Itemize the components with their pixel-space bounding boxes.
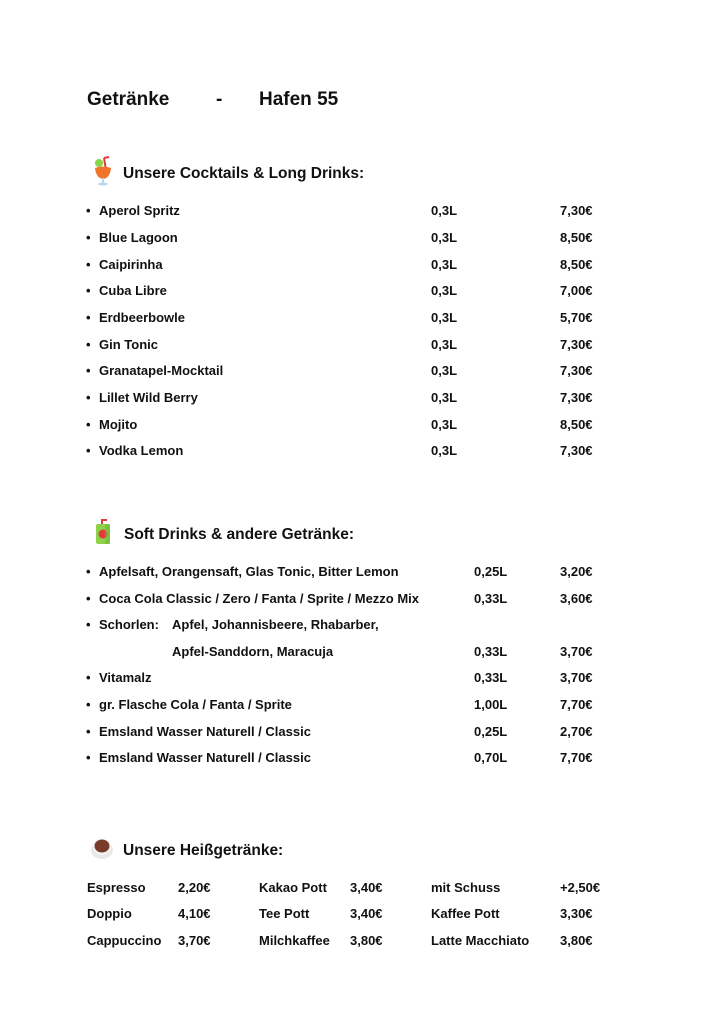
item-price: 7,30€ — [560, 443, 593, 458]
item-price: 3,40€ — [350, 880, 383, 895]
item-name: • Aperol Spritz — [99, 203, 180, 218]
item-price: 7,00€ — [560, 283, 593, 298]
item-size: 0,3L — [431, 390, 458, 405]
softdrinks-heading: Soft Drinks & andere Getränke: — [124, 526, 354, 543]
item-name: • Coca Cola Classic / Zero / Fanta / Sprite / Mezzo Mix — [99, 591, 419, 606]
item-subline-2: Apfel-Sanddorn, Maracuja — [172, 644, 334, 659]
item-size: 0,3L — [431, 203, 458, 218]
item-price: 3,40€ — [350, 906, 383, 921]
hotdrinks-heading: Unsere Heißgetränke: — [123, 842, 284, 859]
item-name: Tee Pott — [259, 906, 310, 921]
item-price: 7,30€ — [560, 363, 593, 378]
item-name: • Emsland Wasser Naturell / Classic — [99, 724, 311, 739]
item-price: 7,30€ — [560, 390, 593, 405]
item-name: • Gin Tonic — [99, 337, 158, 352]
item-price: 3,80€ — [560, 933, 593, 948]
item-price: 8,50€ — [560, 257, 593, 272]
item-name: • Apfelsaft, Orangensaft, Glas Tonic, Bitter Lemon — [99, 564, 399, 579]
item-name: • Lillet Wild Berry — [99, 390, 198, 405]
item-size: 0,3L — [431, 310, 458, 325]
page-title-right: Hafen 55 — [259, 89, 339, 110]
item-name: • Cuba Libre — [99, 283, 167, 298]
item-name: • Granatapel-Mocktail — [99, 363, 223, 378]
juice-box-icon — [93, 518, 113, 546]
item-price: 3,20€ — [560, 564, 593, 579]
item-size: 0,25L — [474, 724, 508, 739]
item-name: • gr. Flasche Cola / Fanta / Sprite — [99, 697, 292, 712]
item-name: • Schorlen: — [99, 617, 159, 632]
item-size: 0,3L — [431, 443, 458, 458]
item-price: 7,30€ — [560, 203, 593, 218]
item-size: 0,3L — [431, 363, 458, 378]
item-name: Kakao Pott — [259, 880, 327, 895]
item-size: 0,33L — [474, 591, 508, 606]
item-name: Espresso — [87, 880, 146, 895]
item-price: 2,20€ — [178, 880, 211, 895]
item-price: 3,70€ — [560, 644, 593, 659]
item-price: 5,70€ — [560, 310, 593, 325]
item-price: 8,50€ — [560, 417, 593, 432]
item-price: 2,70€ — [560, 724, 593, 739]
item-price: 7,70€ — [560, 697, 593, 712]
item-size: 0,3L — [431, 230, 458, 245]
item-size: 0,3L — [431, 283, 458, 298]
item-price: 7,30€ — [560, 337, 593, 352]
item-size: 0,33L — [474, 670, 508, 685]
item-name: • Vodka Lemon — [99, 443, 183, 458]
item-price: 3,70€ — [178, 933, 211, 948]
item-name: Latte Macchiato — [431, 933, 530, 948]
page-title-left: Getränke — [87, 89, 170, 110]
cocktails-heading: Unsere Cocktails & Long Drinks: — [123, 165, 365, 182]
item-price: 3,70€ — [560, 670, 593, 685]
item-name: • Blue Lagoon — [99, 230, 178, 245]
item-price: 4,10€ — [178, 906, 211, 921]
item-price: 7,70€ — [560, 750, 593, 765]
item-size: 0,3L — [431, 257, 458, 272]
item-price: +2,50€ — [560, 880, 601, 895]
item-name: • Emsland Wasser Naturell / Classic — [99, 750, 311, 765]
item-size: 0,33L — [474, 644, 508, 659]
item-size: 0,25L — [474, 564, 508, 579]
item-size: 0,3L — [431, 417, 458, 432]
item-name: Milchkaffee — [259, 933, 330, 948]
item-price: 3,30€ — [560, 906, 593, 921]
item-price: 3,80€ — [350, 933, 383, 948]
item-price: 3,60€ — [560, 591, 593, 606]
item-name: • Mojito — [99, 417, 137, 432]
item-name: • Vitamalz — [99, 670, 152, 685]
item-name: Doppio — [87, 906, 132, 921]
item-name: Cappuccino — [87, 933, 162, 948]
page-title-separator: - — [216, 89, 223, 110]
item-size: 0,70L — [474, 750, 508, 765]
item-price: 8,50€ — [560, 230, 593, 245]
item-name: • Erdbeerbowle — [99, 310, 185, 325]
cocktail-icon — [92, 156, 114, 186]
item-subline-1: Apfel, Johannisbeere, Rhabarber, — [172, 617, 379, 632]
item-name: • Caipirinha — [99, 257, 163, 272]
item-name: Kaffee Pott — [431, 906, 500, 921]
coffee-cup-icon — [90, 836, 114, 860]
item-size: 0,3L — [431, 337, 458, 352]
item-size: 1,00L — [474, 697, 508, 712]
item-name: mit Schuss — [431, 880, 501, 895]
